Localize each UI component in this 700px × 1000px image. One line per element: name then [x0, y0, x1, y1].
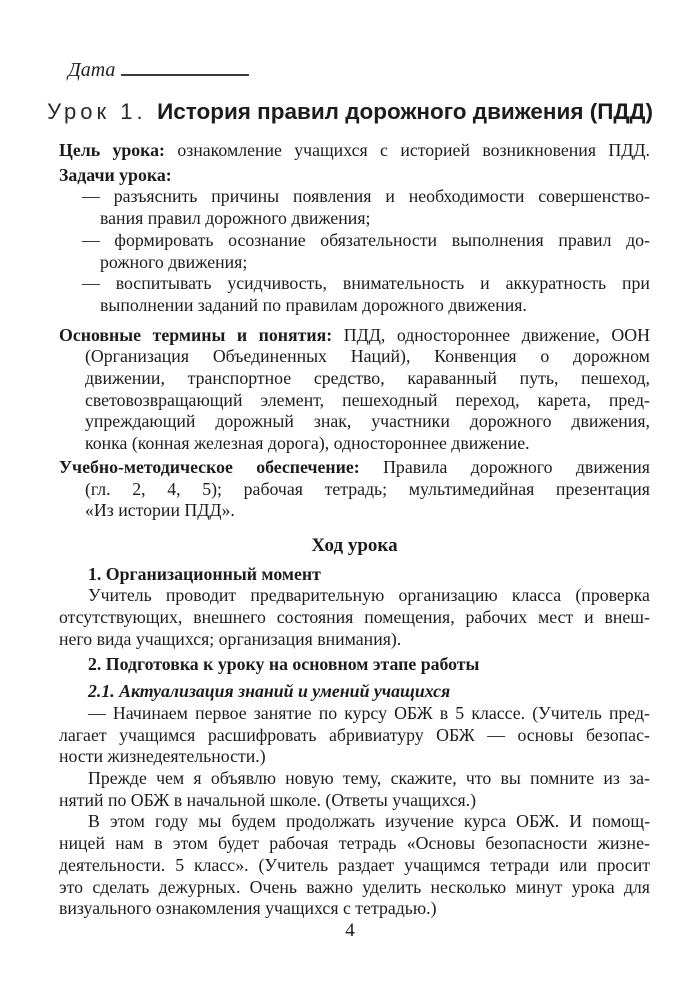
text-line: вания правил дорожного движения;	[100, 208, 371, 229]
text-line: «Из истории ПДД».	[85, 500, 235, 521]
text-line: Прежде чем я объявлю новую тему, скажите, что вы помните из за-	[88, 767, 650, 788]
text-line: выполнении заданий по правилам дорожного движения.	[100, 294, 527, 315]
block-course-heading	[59, 535, 650, 557]
text-line: конка (конная железная дорога), одностороннее движение.	[85, 433, 530, 454]
lesson-body	[59, 140, 650, 920]
text-line: Учитель проводит предварительную организацию класса (проверка	[88, 585, 650, 606]
lesson-title-text: История правил дорожного движения (ПДД)	[157, 99, 653, 124]
block-para-intro	[59, 703, 650, 768]
text-line: (гл. 2, 4, 5); рабочая тетрадь; мультимедийная презентация	[85, 478, 650, 499]
text-line: Ход урока	[311, 534, 398, 556]
text-line: — формировать осознание обязательности выполнения правил до-	[82, 229, 650, 250]
text-line: это сделать дежурных. Очень важно уделить несколько минут урока для	[59, 876, 650, 897]
text-line: 2.1. Актуализация знаний и умений учащихся	[88, 681, 451, 702]
block-stage-2-heading	[59, 654, 650, 676]
text-line: рожного движения;	[100, 251, 248, 272]
lesson-title	[0, 99, 700, 125]
text-line: — Начинаем первое занятие по курсу ОБЖ в 5 классе. (Учитель пред-	[88, 702, 650, 723]
text-line: 1. Организационный момент	[88, 563, 321, 584]
text-line: В этом году мы будем продолжать изучение курса ОБЖ. И помощ-	[88, 811, 650, 832]
date-underline-field	[121, 56, 249, 76]
text-line: ницей нам в этом будет рабочая тетрадь «Основы безопасности жизне-	[59, 833, 650, 854]
lesson-number: Урок 1.	[47, 99, 147, 124]
block-terms	[59, 325, 650, 455]
text-line: Основные термины и понятия: ПДД, одностороннее движение, ООН	[59, 324, 650, 345]
text-line: деятельности. 5 класс». (Учитель раздает учащимся тетради или просит	[59, 854, 650, 875]
text-line: ности жизнедеятельности.)	[59, 746, 266, 767]
text-line: — воспитывать усидчивость, внимательность и аккуратность при	[82, 273, 650, 294]
date-line	[68, 56, 249, 82]
text-line: отсутствующих, внешнего состояния помещения, рабочих мест и внеш-	[59, 607, 650, 628]
page-number: 4	[345, 920, 355, 941]
block-stage-2-1-heading	[59, 681, 650, 703]
block-stage-1-para	[59, 585, 650, 650]
block-para-year	[59, 811, 650, 920]
block-task-item-3	[59, 273, 650, 316]
date-label: Дата	[68, 59, 116, 81]
text-line: 2. Подготовка к уроку на основном этапе работы	[88, 654, 480, 675]
text-line: лагает учащимся расшифровать абривиатуру ОБЖ — основы безопас-	[59, 724, 650, 745]
block-task-item-2	[59, 230, 650, 273]
text-line: него вида учащихся; организация внимания).	[59, 628, 402, 649]
block-task-item-1	[59, 186, 650, 229]
block-stage-1-heading	[59, 564, 650, 586]
text-line: (Организация Объединенных Наций), Конвенция о дорожном	[85, 346, 650, 367]
text-line: Цель урока: ознакомление учащихся с историей возникновения ПДД.	[59, 140, 650, 160]
text-line: Задачи урока:	[59, 164, 172, 185]
block-para-recall	[59, 768, 650, 811]
block-materials	[59, 457, 650, 522]
text-line: — разъяснить причины появления и необходимости совершенство-	[82, 186, 650, 207]
text-line: световозвращающий элемент, пешеходный переход, карета, пред-	[85, 389, 650, 410]
text-line: нятий по ОБЖ в начальной школе. (Ответы учащихся.)	[59, 789, 477, 810]
text-line: упреждающий дорожный знак, участники дорожного движения,	[85, 411, 650, 432]
text-line: Учебно-методическое обеспечение: Правила дорожного движения	[59, 456, 650, 477]
text-line: визуального ознакомления учащихся с тетрадью.)	[59, 898, 437, 919]
block-goal	[59, 140, 650, 162]
text-line: движении, транспортное средство, караванный путь, пешеход,	[85, 368, 650, 389]
block-tasks-heading	[59, 165, 650, 187]
